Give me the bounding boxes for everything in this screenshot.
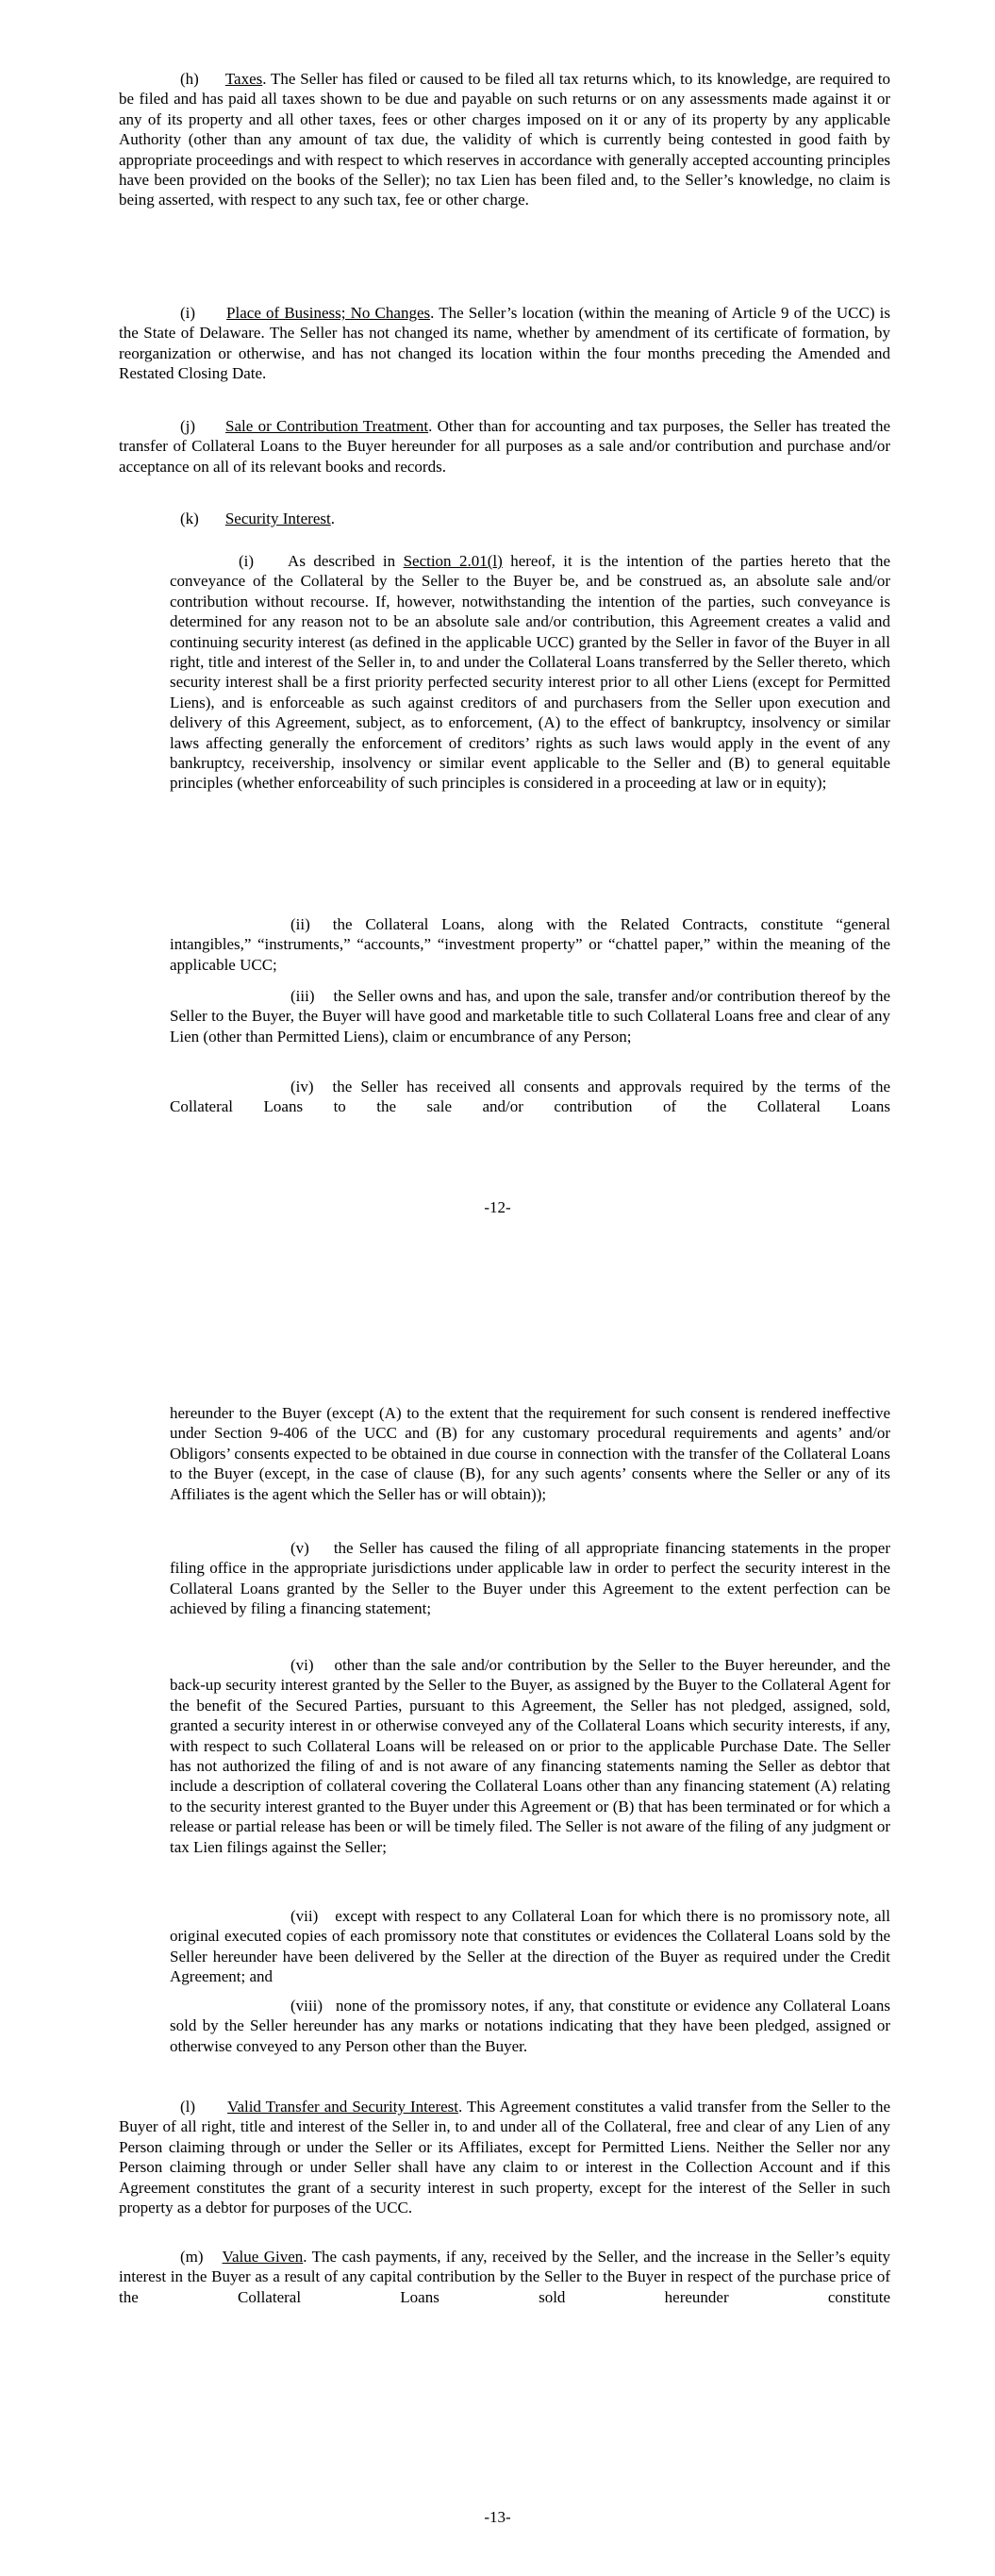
label-k-i: (i): [239, 552, 255, 570]
text-k-ii: the Collateral Loans, along with the Related Contracts, constitute “general intangibles,” “instruments,” “accounts,” “investment property” or “chattel paper,” within the meaning of the applicable UCC;: [170, 915, 890, 974]
text-k-i-pre: As described in: [288, 552, 404, 570]
text-k-iii: the Seller owns and has, and upon the sale, transfer and/or contribution thereof by the Seller to the Buyer, the Buyer will have good and marketable title to such Collateral Loans free and clear of any Lien (other than Permitted Liens), claim or encumbrance of any Person;: [170, 987, 890, 1045]
label-k-ii: (ii): [290, 915, 310, 933]
label-k: (k): [180, 510, 199, 527]
text-i: . The Seller’s location (within the meaning of Article 9 of the UCC) is the State of Delaware. The Seller has not changed its name, whether by amendment of its certificate of formation, by reorganization or otherwise, and has not changed its location within the four months preceding the Amended and Restated Closing Date.: [119, 304, 890, 383]
text-j: . Other than for accounting and tax purposes, the Seller has treated the transfer of Collateral Loans to the Buyer hereunder for all purposes as a sale and/or contribution and purchase and/or acceptance on all of its relevant books and records.: [119, 417, 890, 476]
heading-valid-transfer: Valid Transfer and Security Interest: [227, 2098, 458, 2116]
paragraph-l-valid-transfer: [119, 2097, 890, 2217]
heading-taxes: Taxes: [224, 70, 263, 88]
paragraph-k-security-interest: [119, 509, 890, 528]
paragraph-k-i: [170, 551, 890, 794]
heading-place-of-business: Place of Business; No Changes: [226, 304, 431, 322]
heading-sale-treatment: Sale or Contribution Treatment: [225, 417, 429, 435]
heading-security-interest: Security Interest: [224, 510, 331, 527]
paragraph-j-sale-treatment: [119, 416, 890, 477]
text-k: .: [330, 510, 335, 527]
text-k-i: hereof, it is the intention of the parties hereto that the conveyance of the Collateral by the Seller to the Buyer be, and be construed as, an absolute sale and/or contribution without recourse. If, however, notwithstanding the intention of the parties, such conveyance is determined for any reason not to be an absolute sale and/or contribution, this Agreement creates a valid and continuing security interest (as defined in the applicable UCC) granted by the Seller in favor of the Buyer in all right, title and interest of the Seller in, to and under the Collateral Loans transferred by the Seller thereto, which security interest shall be a first priority perfected security interest prior to all other Liens (except for Permitted Liens), and is enforceable as such against creditors of and purchasers from the Seller upon execution and delivery of this Agreement, subject, as to enforcement, (A) to the effect of bankruptcy, insolvency or similar laws affecting generally the enforcement of creditors’ rights as such laws would apply in the event of any bankruptcy, receivership, insolvency or similar event applicable to the Seller and (B) to general equitable principles (whether enforceability of such principles is considered in a proceeding at law or in equity);: [170, 552, 890, 793]
page-number: -12-: [484, 1198, 511, 1216]
paragraph-k-v: [170, 1538, 890, 1619]
label-j: (j): [180, 417, 196, 435]
section-reference-link: Section 2.01(l): [403, 552, 503, 570]
label-k-iii: (iii): [290, 987, 315, 1005]
paragraph-k-vi: [170, 1655, 890, 1857]
label-l: (l): [180, 2098, 196, 2116]
paragraph-h-taxes: [119, 69, 890, 210]
text-k-v: the Seller has caused the filing of all appropriate financing statements in the proper filing office in the appropriate jurisdictions under applicable law in order to perfect the security interest in the Collateral Loans granted by the Seller to the Buyer under this Agreement to the extent perfection can be achieved by filing a financing statement;: [170, 1539, 890, 1618]
text-k-iv: the Seller has received all consents and approvals required by the terms of the Collateral Loans to the sale and/or contribution of the Collateral Loans: [170, 1078, 890, 1116]
text-m: . The cash payments, if any, received by the Seller, and the increase in the Seller’s equity interest in the Buyer as a result of any capital contribution by the Seller to the Buyer in respect of the purchase price of the Collateral Loans sold hereunder constitute: [119, 2248, 890, 2306]
paragraph-k-vii: [170, 1906, 890, 1987]
label-k-vii: (vii): [290, 1907, 319, 1925]
text-l: . This Agreement constitutes a valid transfer from the Seller to the Buyer of all right, title and interest of the Seller in, to and under all of the Collateral, free and clear of any Lien of any Person claiming through or under the Seller or its Affiliates, except for Permitted Liens. Neither the Seller nor any Person claiming through or under Seller shall have any claim to or interest in the Collection Account and if this Agreement constitutes the grant of a security interest in such property, except for the interest of the Seller in such property as a debtor for purposes of the UCC.: [119, 2098, 890, 2217]
page-number: -13-: [484, 2508, 511, 2526]
paragraph-k-ii: [170, 914, 890, 975]
text-k-iv-cont: hereunder to the Buyer (except (A) to the extent that the requirement for such consent is rendered ineffective under Section 9-406 of the UCC and (B) for any customary procedural requirements and agents’ and/or Obligors’ consents expected to be obtained in due course in connection with the transfer of the Collateral Loans to the Buyer (except, in the case of clause (B), for any such agents’ consents where the Seller or any of its Affiliates is the agent which the Seller has or will obtain));: [170, 1404, 890, 1503]
text-k-viii: none of the promissory notes, if any, that constitute or evidence any Collateral Loans sold by the Seller hereunder has any marks or notations indicating that they have been pledged, assigned or otherwise conveyed to any Person other than the Buyer.: [170, 1997, 890, 2055]
label-k-iv: (iv): [290, 1078, 314, 1096]
heading-value-given: Value Given: [222, 2248, 304, 2266]
label-h: (h): [180, 70, 199, 88]
label-i: (i): [180, 304, 196, 322]
label-k-v: (v): [290, 1539, 309, 1557]
label-k-viii: (viii): [290, 1997, 323, 2015]
text-h: . The Seller has filed or caused to be filed all tax returns which, to its knowledge, are required to be filed and has paid all taxes shown to be due and payable on such returns or on any assessments made against it or any of its property and all other taxes, fees or other charges imposed on it or any of its property by any applicable Authority (other than any amount of tax due, the validity of which is currently being contested in good faith by appropriate proceedings and with respect to which reserves in accordance with generally accepted accounting principles have been provided on the books of the Seller); no tax Lien has been filed and, to the Seller’s knowledge, no claim is being asserted, with respect to any such tax, fee or other charge.: [119, 70, 890, 209]
page-13: [0, 1288, 995, 2576]
label-k-vi: (vi): [290, 1656, 314, 1674]
paragraph-k-iv-continued: [170, 1403, 890, 1504]
label-m: (m): [180, 2248, 204, 2266]
paragraph-m-value-given: [119, 2247, 890, 2307]
text-k-vi: other than the sale and/or contribution by the Seller to the Buyer hereunder, and the back-up security interest granted by the Seller to the Buyer, as assigned by the Buyer to the Collateral Agent for the benefit of the Secured Parties, pursuant to this Agreement, the Seller has not pledged, assigned, sold, granted a security interest in or otherwise conveyed any of the Collateral Loans which security interests, if any, with respect to such Collateral Loans will be released on or prior to the applicable Purchase Date. The Seller has not authorized the filing of and is not aware of any financing statements naming the Seller as debtor that include a description of collateral covering the Collateral Loans other than any financing statement (A) relating to the security interest granted to the Buyer under this Agreement or (B) that has been terminated or for which a release or partial release has been or will be timely filed. The Seller is not aware of the filing of any judgment or tax Lien filings against the Seller;: [170, 1656, 890, 1856]
paragraph-k-iv: [170, 1077, 890, 1117]
text-k-vii: except with respect to any Collateral Loan for which there is no promissory note, all original executed copies of each promissory note that constitutes or evidences the Collateral Loans sold by the Seller hereunder have been delivered by the Seller at the direction of the Buyer as required under the Credit Agreement; and: [170, 1907, 890, 1986]
paragraph-k-viii: [170, 1996, 890, 2056]
paragraph-i-place-of-business: [119, 303, 890, 384]
paragraph-k-iii: [170, 986, 890, 1046]
